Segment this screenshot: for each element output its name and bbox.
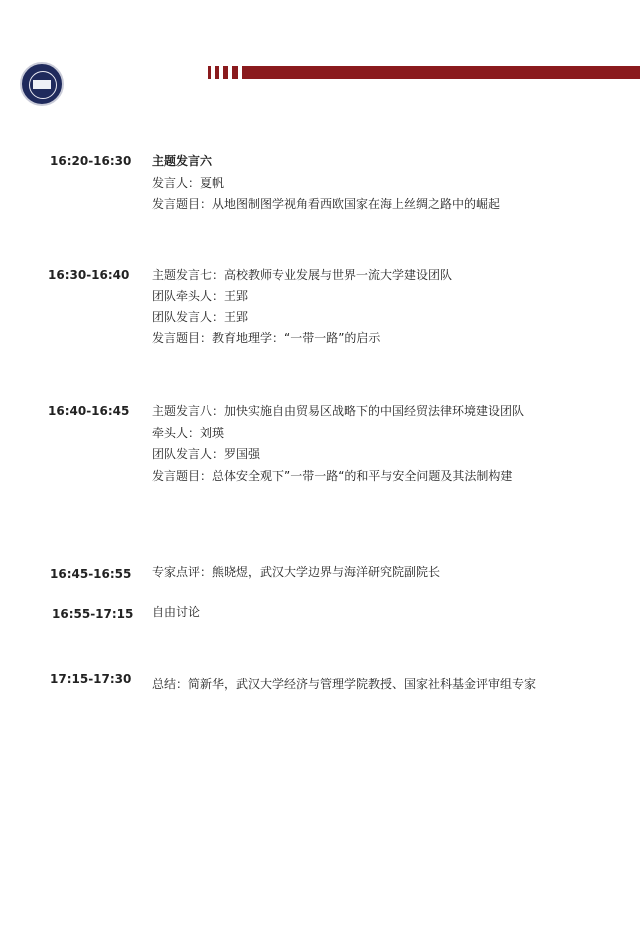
session-title: 总结：简新华，武汉大学经济与管理学院教授、国家社科基金评审组专家: [152, 677, 537, 691]
session-title: 主题发言七：高校教师专业发展与世界一流大学建设团队: [152, 268, 453, 282]
session-detail: 发言人：夏帆: [152, 176, 225, 190]
header-stripe: [232, 66, 238, 79]
session-title: 专家点评：熊晓煜，武汉大学边界与海洋研究院副院长: [152, 565, 441, 579]
time-slot: 16:30-16:40: [48, 268, 130, 282]
header-bar: [242, 66, 640, 79]
session-title: 主题发言八：加快实施自由贸易区战略下的中国经贸法律环境建设团队: [152, 404, 525, 418]
session-detail: 团队发言人：罗国强: [152, 447, 261, 461]
logo-building-mark: [33, 80, 51, 89]
session-title: 自由讨论: [152, 605, 201, 619]
time-slot: 17:15-17:30: [50, 672, 132, 686]
header-stripe: [223, 66, 228, 79]
session-detail: 牵头人：刘瑛: [152, 426, 225, 440]
session-detail: 发言题目：总体安全观下”一带一路“的和平与安全问题及其法制构建: [152, 469, 513, 483]
university-logo: [20, 62, 64, 106]
time-slot: 16:45-16:55: [50, 567, 132, 581]
header-stripe: [215, 66, 219, 79]
time-slot: 16:20-16:30: [50, 154, 132, 168]
session-detail: 发言题目：教育地理学：“一带一路”的启示: [152, 331, 381, 345]
session-title: 主题发言六: [152, 154, 213, 168]
session-detail: 团队发言人：王郢: [152, 310, 249, 324]
session-detail: 团队牵头人：王郢: [152, 289, 249, 303]
time-slot: 16:40-16:45: [48, 404, 130, 418]
session-detail: 发言题目：从地图制图学视角看西欧国家在海上丝绸之路中的崛起: [152, 197, 501, 211]
time-slot: 16:55-17:15: [52, 607, 134, 621]
header-stripe: [208, 66, 211, 79]
